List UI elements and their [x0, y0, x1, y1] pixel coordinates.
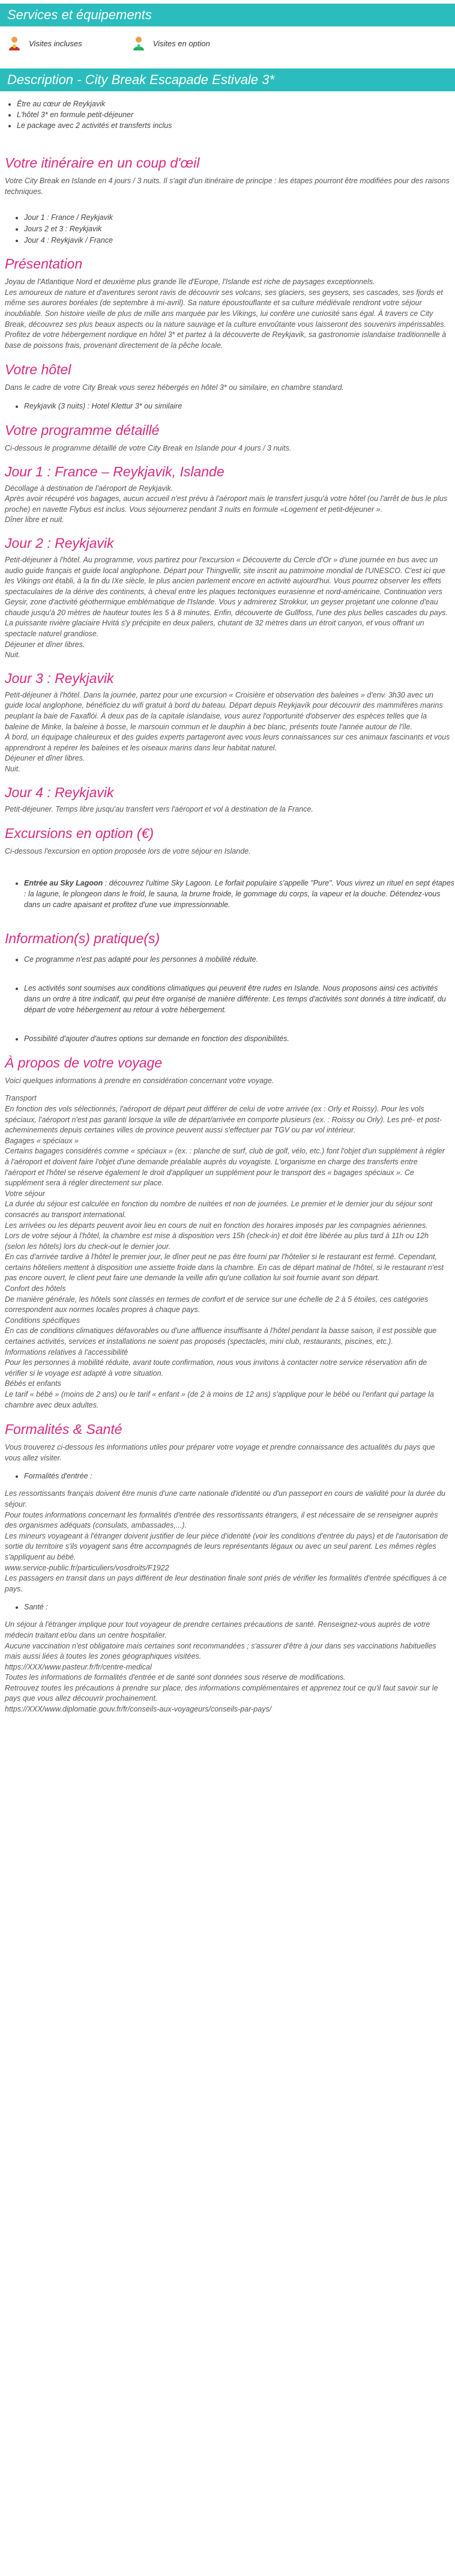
day4-title: Jour 4 : Reykjavik [5, 784, 114, 800]
hotel-list [0, 401, 455, 412]
pratique-list [0, 954, 455, 1044]
day3-title: Jour 3 : Reykjavik [5, 670, 114, 686]
hotel-title: Votre hôtel [5, 362, 71, 378]
list-item [24, 878, 455, 910]
list-item: • Reykjavik (3 nuits) : Hotel Klettur 3* ou similaire [24, 401, 455, 412]
services-included-label: Visites incluses [29, 38, 82, 48]
list-item: • Les activités sont soumises aux conditions climatiques qui peuvent être rudes en Islande. Nous proposons ainsi ces activités dans un ordre à titre indicatif, qui peut être organisé de manière différente. Les temps d'activités sont donnés à titre indicatif, du départ de votre hébergement au retour à votre hébergement. [24, 983, 455, 1015]
day1-title: Jour 1 : France – Reykjavik, Islande [5, 463, 224, 479]
excursions-title: Excursions en option (€) [5, 825, 154, 842]
day2-title: Jour 2 : Reykjavik [5, 535, 114, 551]
description-title: Description - City Break Escapade Estivale 3* [0, 68, 455, 91]
person-tour-icon [6, 35, 23, 52]
formalites-title: Formalités & Santé [5, 1421, 122, 1438]
presentation-title: Présentation [5, 256, 83, 272]
day2-text: Petit-déjeuner à l'hôtel. Au programme, vous partirez pour l'excursion « Découverte du Cercle d'Or » d'une journée en bus avec un audio guide français et guide local anglophone. Départ pour Thingvellir, site inscrit au patrimoine mondial de l'UNESCO. C'est ici que les Vikings ont établi, à la fin du IXe siècle, le plus ancien parlement encore en activité aujourd'hui. Vous pourrez observer les effets spectaculaires de la dérive des continents, à cheval entre les plaques tectoniques eurasienne et nord-américaine. Continuation vers Geysir, zone d'activité géothermique emblématique de l'Islande. Vous y admirerez Strokkur, un geyser projetant une colonne d'eau chaude jusqu'à 20 mètres de hauteur toutes les 5 à 8 minutes. Enfin, découverte de Gullfoss, l'une des plus belles cascades du pays. La puissante rivière glaciaire Hvitá s'y précipite en deux paliers, chutant de 32 mètres dans un étroit canyon, et vous offrant un spectacle naturel grandiose. Déjeuner et dîner libres. Nuit. [5, 555, 448, 660]
formalites-sante-text: Un séjour à l'étranger implique pour tout voyageur de prendre certaines précautions de santé. Renseignez-vous auprès de votre médecin traitant et/ou dans un centre hospitalier. Aucune vaccination n'est obligatoire mais certaines sont recommandées ; s'assurer d'être à jour dans ses vaccinations habituelles mais aussi liées à toutes les zones géographiques visitées. https://XXX/www.pasteur.fr/fr/centre-medical Toutes les informations de formalités d'entrée et de santé sont données sous réserve de modifications. Retrouvez toutes les précautions à prendre sur place, des informations complémentaires et apprenez tout ce qu'il faut savoir sur le pays que vous allez découvrir prochainement. https://XXX/www.diplomatie.gouv.fr/fr/conseils-aux-voyageurs/conseils-par-pays/ [5, 1620, 438, 1714]
pratique-title: Information(s) pratique(s) [5, 930, 160, 946]
formalites-sante [0, 1602, 455, 1612]
services-included [6, 35, 82, 52]
services-title: Services et équipements [0, 4, 455, 26]
apropos-text: Transport En fonction des vols sélectionnés, l'aéroport de départ peut différer de celui de votre arrivée (ex : Orly et Roissy). Pour les vols spéciaux, l'aéroport n'est pas garanti lorsque la ville de départ/arrivée en comporte plusieurs (ex. : Roissy ou Orly). Les pré- et post- acheminements depuis certaines villes de province peuvent aussi s'effectuer par TGV ou par vol intérieur. Bagages « spéciaux » Certains bagages considérés comme « spéciaux » (ex. : planche de surf, club de golf, vélo, etc.) font l'objet d'un supplément à régler à l'aéroport et doivent faire l'objet d'une demande préalable auprès du voyagiste. L'organisme en charge des transferts entre l'aéroport et l'hôtel se réserve également le droit d'appliquer un supplément pour le transport des « bagages spéciaux ». Ce supplément sera à régler directement sur place. Votre séjour La durée du séjour est calculée en fonction du nombre de nuitées et non de journées. Le premier et le dernier jour du séjour sont consacrés au transport international. Les arrivées ou les départs peuvent avoir lieu en cours de nuit en fonction des horaires imposés par les compagnies aériennes. Lors de votre séjour à l'hôtel, la chambre est mise à disposition vers 15h (check-in) et doit être libérée au plus tard à 11h ou 12h (selon les hôtels) lors du check-out le dernier jour. En cas d'arrivée tardive à l'hôtel le premier jour, le dîner peut ne pas être fourni par l'hôtelier si le restaurant est fermé. Cependant, certains hôteliers mettent à disposition une assiette froide dans la chambre. En cas de départ matinal de l'hôtel, si le restaurant n'est pas encore ouvert, le client peut faire une demande la veille afin qu'une collation lui soit fournie avant son départ. Confort des hôtels De manière générale, les hôtels sont classés en termes de confort et de service sur une échelle de 2 à 5 étoiles, ces catégories correspondent aux normes locales propres à chaque pays. Conditions spécifiques En cas de conditions climatiques défavorables ou d'une affluence insuffisante à l'hôtel pendant la basse saison, il est possible que certaines activités, services et installations ne soient pas proposés (spectacles, mini club, restaurants, piscines, etc.). Informations relatives à l'accessibilité Pour les personnes à mobilité réduite, avant toute confirmation, nous vous invitons à contacter notre service réservation afin de vérifier si le voyage est adapté à votre situation. Bébés et enfants Le tarif « bébé » (moins de 2 ans) ou le tarif « enfant » (de 2 à moins de 12 ans) s'applique pour le bébé ou l'enfant qui partage la chambre avec deux adultes. [5, 1094, 445, 1409]
programme-text: Ci-dessous le programme détaillé de votre City Break en Islande pour 4 jours / 3 nuits. [5, 443, 292, 452]
services-option-label: Visites en option [152, 38, 210, 48]
list-item: • Ce programme n'est pas adapté pour les personnes à mobilité réduite. [24, 954, 455, 965]
formalites-admin-text: Les ressortissants français doivent être munis d'une carte nationale d'identité ou d'un passeport en cours de validité pour la durée du séjour. Pour toutes informations concernant les formalités d'entrée des ressortissants étrangers, il est nécessaire de se renseigner auprès des organismes adéquats (consulats, ambassades,...). Les mineurs voyageant à l'étranger doivent justifier de leur pièce d'identité (voir les conditions d'entrée du pays) et de l'autorisation de sortie du territoire s'ils voyagent sans être accompagnés de leurs représentants légaux ou avec un seul parent. Les mêmes règles s'appliquent au bébé. www.service-public.fr/particuliers/vosdroits/F1922 Les passagers en transit dans un pays différent de leur destination finale sont priés de vérifier les formalités d'entrée spécifiques à ce pays. [5, 1489, 448, 1593]
itinerary-intro: Votre City Break en Islande en 4 jours / 3 nuits. Il s'agit d'un itinéraire de principe : les étapes pourront être modifiées pour des raisons techniques. [5, 177, 450, 196]
itinerary-list [0, 213, 455, 245]
apropos-intro: Voici quelques informations à prendre en considération concernant votre voyage. [5, 1076, 274, 1085]
formalites-admin [0, 1471, 455, 1481]
list-item: • Jour 4 : Reykjavik / France [24, 235, 455, 245]
list-item: • Santé : [24, 1602, 455, 1612]
presentation-text: Joyau de l'Atlantique Nord et deuxième plus grande île d'Europe, l'Islande est riche de paysages exceptionnels. Les amoureux de nature et d'aventures seront ravis de découvrir ses volcans, ses glaciers, ses geysers, ses cascades, ses fjords et même ses aurores boréales (de septembre à mi-avril). Sa nature époustouflante et sa culture médiévale rendront votre séjour inoubliable. Son histoire vieille de plus de mille ans marquée par les Vikings, lui confère une curiosité sans égal. À travers ce City Break, découvrez ses plus beaux aspects ou la nature sauvage et la culture envoûtante vous laisseront des souvenirs impérissables. Profitez de votre hébergement nordique en hôtel 3* et partez à la découverte de Reykjavik, sa gastronomie islandaise traditionnelle à base de poissons frais, provenant directement de la pêche locale. [5, 278, 447, 350]
list-item: • L'hôtel 3* en formule petit-déjeuner [17, 109, 455, 120]
list-item: • Jours 2 et 3 : Reykjavik [24, 224, 455, 234]
excursion-item-name: Entrée au Sky Lagoon [24, 878, 103, 887]
day4-text: Petit-déjeuner. Temps libre jusqu'au transfert vers l'aéroport et vol à destination de la France. [5, 804, 313, 813]
description-list [0, 99, 455, 131]
excursions-list [0, 878, 455, 910]
list-item: • Être au cœur de Reykjavik [17, 99, 455, 109]
list-item: • Formalités d'entrée : [24, 1471, 455, 1481]
excursion-item-text: : découvrez l'ultime Sky Lagoon. Le forfait populaire s'appelle "Pure". Vous vivrez un rituel en sept étapes : la lagune, le plongeon dans le froid, le sauna, la brume froide, le gommage du corps, la vapeur et la douche. Détendez-vous dans un cadre apaisant et profitez d'une vue impressionnable. [24, 878, 455, 909]
list-item: • Possibilité d'ajouter d'autres options sur demande en fonction des disponibilités. [24, 1033, 455, 1044]
day3-text: Petit-déjeuner à l'hôtel. Dans la journée, partez pour une excursion « Croisière et observation des baleines » d'env. 3h30 avec un guide local anglophone, bénéficiez du wifi gratuit à bord du bateau. Départ depuis Reykjavík pour découvrir des mammifères marins peuplant la baie de Faxaflói. À deux pas de la capitale islandaise, vous aurez l'opportunité d'observer des espèces telles que la baleine de Minke, la baleine à bosse, le marsouin commun et le dauphin à bec blanc, présents toute l'année autour de l'île. À bord, un équipage chaleureux et des guides experts partageront avec vous leurs connaissances sur ces animaux fascinants et vous apprendront à repérer les baleines et les oiseaux marins dans leur habitat naturel. Déjeuner et dîner libres. Nuit. [5, 690, 450, 773]
programme-title: Votre programme détaillé [5, 422, 160, 438]
apropos-title: À propos de votre voyage [5, 1054, 163, 1071]
list-item: • Le package avec 2 activités et transferts inclus [17, 120, 455, 131]
itinerary-title: Votre itinéraire en un coup d'œil [5, 155, 200, 171]
day1-text: Décollage à destination de l'aéroport de Reykjavik. Après avoir récupéré vos bagages, aucun accueil n'est prévu à l'aéroport mais le transfert jusqu'à votre hôtel (ou l'arrêt de bus le plus proche) en navette Flybus est inclus. Vous séjournerez pendant 3 nuits en formule «Logement et petit-déjeuner ». Dîner libre et nuit. [5, 484, 448, 524]
hotel-text: Dans le cadre de votre City Break vous serez hébergés en hôtel 3* ou similaire, en chambre standard. [5, 383, 344, 392]
formalites-intro: Vous trouverez ci-dessous les informations utiles pour préparer votre voyage et prendre connaissance des actualités du pays que vous allez visiter. [5, 1443, 435, 1462]
person-option-icon [130, 35, 147, 52]
services-option [130, 35, 210, 52]
services-row [0, 26, 455, 60]
list-item: • Jour 1 : France / Reykjavik [24, 213, 455, 222]
excursions-text: Ci-dessous l'excursion en option proposée lors de votre séjour en Islande. [5, 847, 251, 856]
